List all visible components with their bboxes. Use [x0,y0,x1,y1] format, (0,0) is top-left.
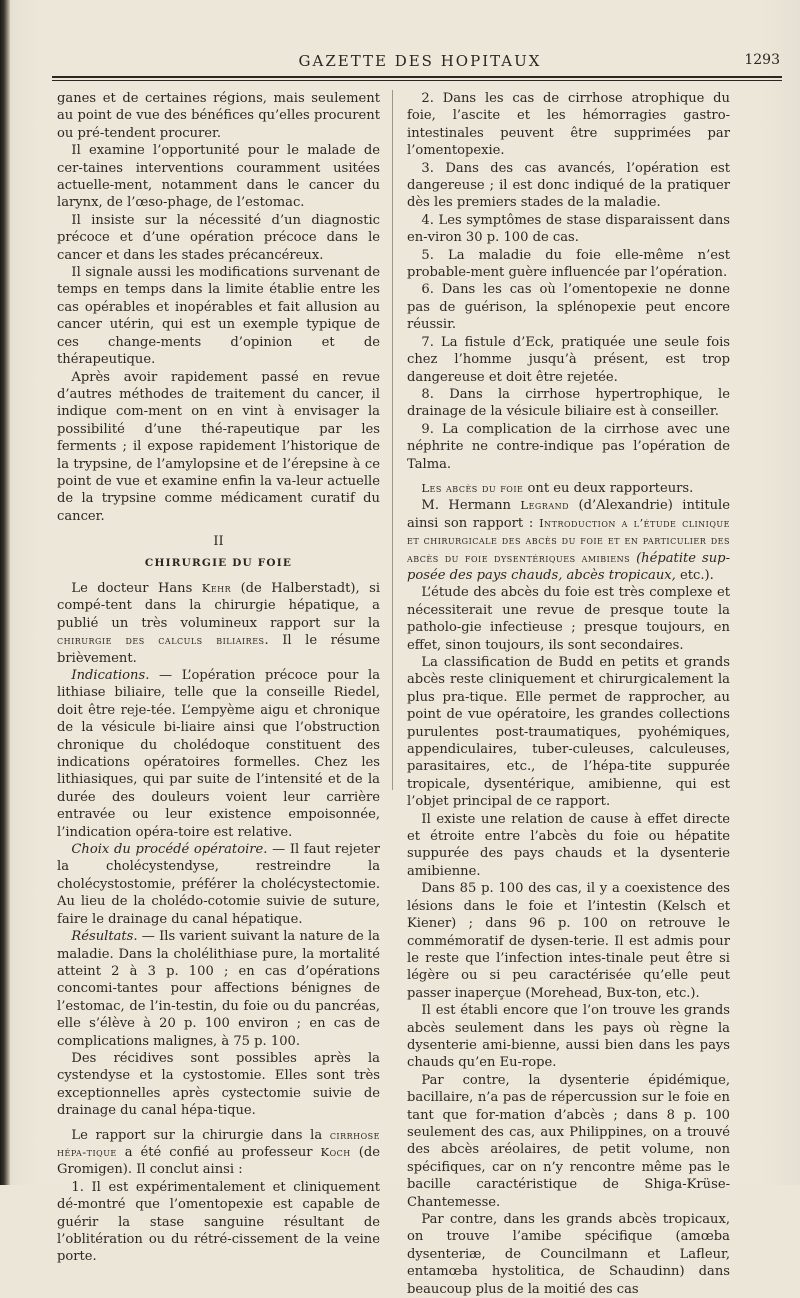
text-run: . Il le résume brièvement. [57,633,380,666]
conclusion-item: 8. Dans la cirrhose hypertrophique, le drainage de la vésicule biliaire est à conseiller. [407,386,730,420]
text-run: (de Halberstadt), si compé-tent dans la chirurgie hépatique, a publié un très volumineux rapport sur la [57,580,381,631]
page-number: 1293 [744,52,780,68]
paragraph [57,1127,380,1179]
author-name: Kehr [201,580,232,595]
text-run: (de Gromigen). Il conclut ainsi : [57,1144,380,1178]
binding-edge [0,0,10,1185]
paragraph [57,667,380,841]
conclusion-item: 2. Dans les cas de cirrhose atrophique du foie, l’ascite et les hémorragies gastro-intestinales peuvent être supprimées par l’omentopexie. [407,91,730,159]
paragraph [57,928,380,1050]
paragraph: L’étude des abcès du foie est très complexe et nécessiterait une revue de presque toute la patholo-gie infectieuse ; presque toujours, en effet, sinon toujours, ils sont secondaires. [407,585,730,653]
paragraph [407,497,730,584]
subheading: Choix du procédé opératoire. [71,842,268,858]
running-header [60,52,780,78]
paragraph: Il insiste sur la nécessité d’un diagnostic précoce et d’une opération précoce dans le cancer et dans les stades précancéreux. [57,212,380,263]
text-run: — Ils varient suivant la nature de la maladie. Dans la cholélithiase pure, la mortalité atteint 2 à 3 p. 100 ; en cas d’opérations concomi-tantes pour affections bénignes de l’estomac, de l’in-testin, du foie ou du pancréas, elle s’élève à 20 p. 100 environ ; en cas de complications malignes, à 75 p. 100. [57,929,380,1049]
paragraph: Par contre, la dysenterie épidémique, bacillaire, n’a pas de répercussion sur le foie en tant que for-mation d’abcès ; dans 8 p. 100 seulement des cas, aux Philippines, on a trouvé des abcès aréolaires, de petit volume, non spécifiques, car on n’y rencontre même pas le bacille caractéristique de Shiga-Krüse-Chantemesse. [407,1072,730,1210]
text-run: a été confié au professeur [116,1144,321,1160]
conclusion-item: 7. La fistule d’Eck, pratiquée une seule fois chez l’homme jusqu’à présent, est trop dangereuse et doit être rejetée. [407,334,730,385]
paragraph [57,580,380,667]
left-column [57,90,380,1266]
paragraph [57,841,380,928]
section-number: II [213,534,224,550]
paragraph: Il existe une relation de cause à effet directe et étroite entre l’abcès du foie ou hépatite suppurée des pays chauds et la dysenterie amibienne. [407,811,730,879]
text-run: M. Hermann [421,498,521,514]
paragraph: 1. Il est expérimentalement et cliniquement dé-montré que l’omentopexie est capable de guérir la stase sanguine résultant de l’oblitération ou du rétré-cissement de la veine porte. [57,1179,380,1265]
author-name: Koch [320,1144,351,1159]
spacer [407,473,730,480]
conclusion-item: 6. Dans les cas où l’omentopexie ne donne pas de guérison, la splénopexie peut encore réussir. [407,282,730,333]
text-run: Le rapport sur la chirurgie dans la [71,1127,330,1143]
conclusion-item: 9. La complication de la cirrhose avec une néphrite ne contre-indique pas l’opération de Talma. [407,421,730,472]
paragraph: ganes et de certaines régions, mais seulement au point de vue des bénéfices qu’elles procurent ou pré-tendent procurer. [57,91,380,141]
text-run: — L’opération précoce pour la lithiase biliaire, telle que la conseille Riedel, doit être reje-tée. L’empyème aigu et chronique de la vésicule bi-liaire ainsi que l’obstruction chronique du cholédoque constituent des indications opératoires formelles. Chez les lithiasiques, qui par suite de l’intensité et de la durée des douleurs voient leur carrière entravée ou leur existence empoisonnée, l’indication opéra-toire est relative. [57,668,380,840]
paragraph: Des récidives sont possibles après la cystendyse et la cystostomie. Elles sont très exceptionnelles après cystectomie suivie de drainage du canal hépa-tique. [57,1050,380,1119]
paragraph: Il signale aussi les modifications survenant de temps en temps dans la limite établie entre les cas opérables et inopérables et fait allusion au cancer utérin, qui est un exemple typique de ces change-ments d’opinion et de thérapeutique. [57,265,380,368]
header-rule-thin [52,80,782,81]
paragraph: Il est établi encore que l’on trouve les grands abcès seulement dans les pays où règne la dysenterie ami-bienne, aussi bien dans les pays chauds qu’en Eu-rope. [407,1003,730,1071]
paragraph: Après avoir rapidement passé en revue d’autres méthodes de traitement du cancer, il indique com-ment on en vint à envisager la possibilité d’une thé-rapeutique par les ferments ; il expose rapidement l’historique de la trypsine, de l’amylopsine et de l’érepsine à ce point de vue et examine enfin la va-leur actuelle de la trypsine comme médicament curatif du cancer. [57,369,380,524]
report-title: Les abcès du foie [421,480,524,495]
section-title: CHIRURGIE DU FOIE [144,556,293,569]
paragraph: Dans 85 p. 100 des cas, il y a coexistence des lésions dans le foie et l’intestin (Kelsch et Kiener) ; dans 96 p. 100 on retrouve le commémoratif de dysen-terie. Il est admis pour le reste que l’infection intes-tinale peut être si légère ou si peu caractérisée qu’elle peut passer inaperçue (Morehead, Bux-ton, etc.). [407,881,730,1001]
report-title: cirrhose hépa-tique [57,1127,380,1159]
text-run: Le docteur Hans [71,580,202,596]
right-column [407,90,730,1298]
paragraph [407,480,730,497]
spacer [57,1120,380,1127]
text-run: ont eu deux rapporteurs. [523,480,694,496]
subheading: Résultats. [71,929,138,945]
conclusion-item: 3. Dans des cas avancés, l’opération est dangereuse ; il est donc indiqué de la pratiquer dès les premiers stades de la maladie. [407,160,730,211]
report-title: chirurgie des calculs biliaires [57,633,265,648]
text-run: etc.). [679,567,714,583]
text-run: — Il faut rejeter la cholécystendyse, restreindre la cholécystostomie, préférer la cholécystectomie. Au lieu de la cholédo-cotomie suivie de suture, faire le drainage du canal hépatique. [57,842,380,927]
journal-title: GAZETTE DES HOPITAUX [298,52,542,70]
subheading: Indications. [71,668,150,683]
column-divider [392,90,393,790]
paragraph: Par contre, dans les grands abcès tropicaux, on trouve l’amibe spécifique (amœba dysenteriæ, de Councilmann et Lafleur, entamœba hystolitica, de Schaudinn) dans beaucoup plus de la moitié des cas [407,1212,730,1297]
conclusion-item: 5. La maladie du foie elle-même n’est probable-ment guère influencée par l’opération. [407,247,730,281]
paragraph: La classification de Budd en petits et grands abcès reste cliniquement et chirurgicalement la plus pra-tique. Elle permet de rapprocher, au point de vue opératoire, les grandes collections purulentes post-traumatiques, pyohémiques, appendiculaires, tuber-culeuses, calculeuses, parasitaires, etc., de l’hépa-tite suppurée tropicale, dysentérique, amibienne, qui est l’objet principal de ce rapport. [407,655,730,810]
author-name: Legrand [520,498,570,513]
conclusion-item: 4. Les symptômes de stase disparaissent dans en-viron 30 p. 100 de cas. [407,212,730,246]
italic-text: (hépatite sup-posée des pays chauds, abcès tropicaux, [407,550,730,583]
report-title: Introduction a l’étude clinique et chirurgicale des abcès du foie et en particulier des abcès du foie dysentériques amibiens [407,515,730,565]
header-rule-thick [52,76,782,78]
paragraph: Il examine l’opportunité pour le malade de cer-taines interventions couramment usitées actuelle-ment, notamment dans le cancer du larynx, de l’œso-phage, de l’estomac. [57,143,380,211]
text-run: (d’Alexandrie) intitule ainsi son rapport : [407,498,730,531]
